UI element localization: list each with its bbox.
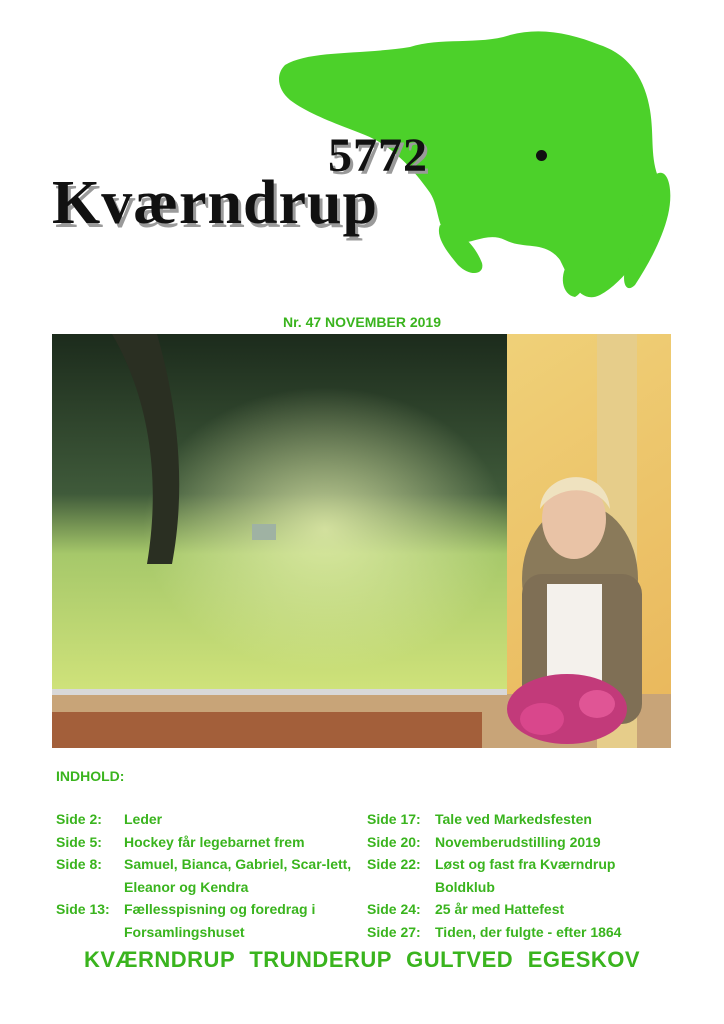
issue-line: Nr. 47 NOVEMBER 2019 <box>283 314 441 330</box>
toc-entry <box>367 921 677 944</box>
toc-page-number: Side 22: <box>367 856 421 872</box>
toc-page-number: Side 20: <box>367 833 421 850</box>
toc-entry <box>56 898 356 943</box>
toc-title: Leder <box>124 811 163 827</box>
toc-entry <box>367 898 677 921</box>
toc-entry <box>56 853 356 898</box>
toc-page-number: Side 13: <box>56 901 110 917</box>
toc-page-number: Side 2: <box>56 811 102 827</box>
toc-page-number: Side 17: <box>367 811 421 827</box>
toc-title: Fællesspisning og foredrag i Forsamlingshuset <box>124 901 316 940</box>
postcode-title: 5772 <box>328 129 428 182</box>
toc-title: Novemberudstilling 2019 <box>435 833 601 850</box>
toc-title: Tiden, der fulgte - efter 1864 <box>435 923 622 940</box>
toc-entry <box>367 831 677 854</box>
toc-entry <box>56 808 356 831</box>
toc-entry <box>367 853 677 898</box>
toc-right-column <box>367 808 677 943</box>
toc-title: Hockey får legebarnet frem <box>124 833 305 850</box>
toc-heading: INDHOLD: <box>56 768 125 784</box>
title-dot <box>536 150 547 161</box>
toc-page-number: Side 5: <box>56 833 102 850</box>
toc-page-number: Side 27: <box>367 923 421 940</box>
cover-photo <box>52 334 671 748</box>
footer-town-list: KVÆRNDRUP TRUNDERUP GULTVED EGESKOV <box>83 947 641 972</box>
toc-entry <box>56 831 356 854</box>
toc-title: Tale ved Markedsfesten <box>435 811 592 827</box>
toc-entry <box>367 808 677 831</box>
town-title: Kværndrup <box>52 169 378 237</box>
toc-title: Løst og fast fra Kværndrup Boldklub <box>435 856 616 895</box>
toc-page-number: Side 8: <box>56 856 102 872</box>
toc-page-number: Side 24: <box>367 901 421 917</box>
toc-title: Samuel, Bianca, Gabriel, Scar-lett, Eleanor og Kendra <box>124 856 352 895</box>
toc-left-column <box>56 808 356 943</box>
toc-title: 25 år med Hattefest <box>435 901 565 917</box>
